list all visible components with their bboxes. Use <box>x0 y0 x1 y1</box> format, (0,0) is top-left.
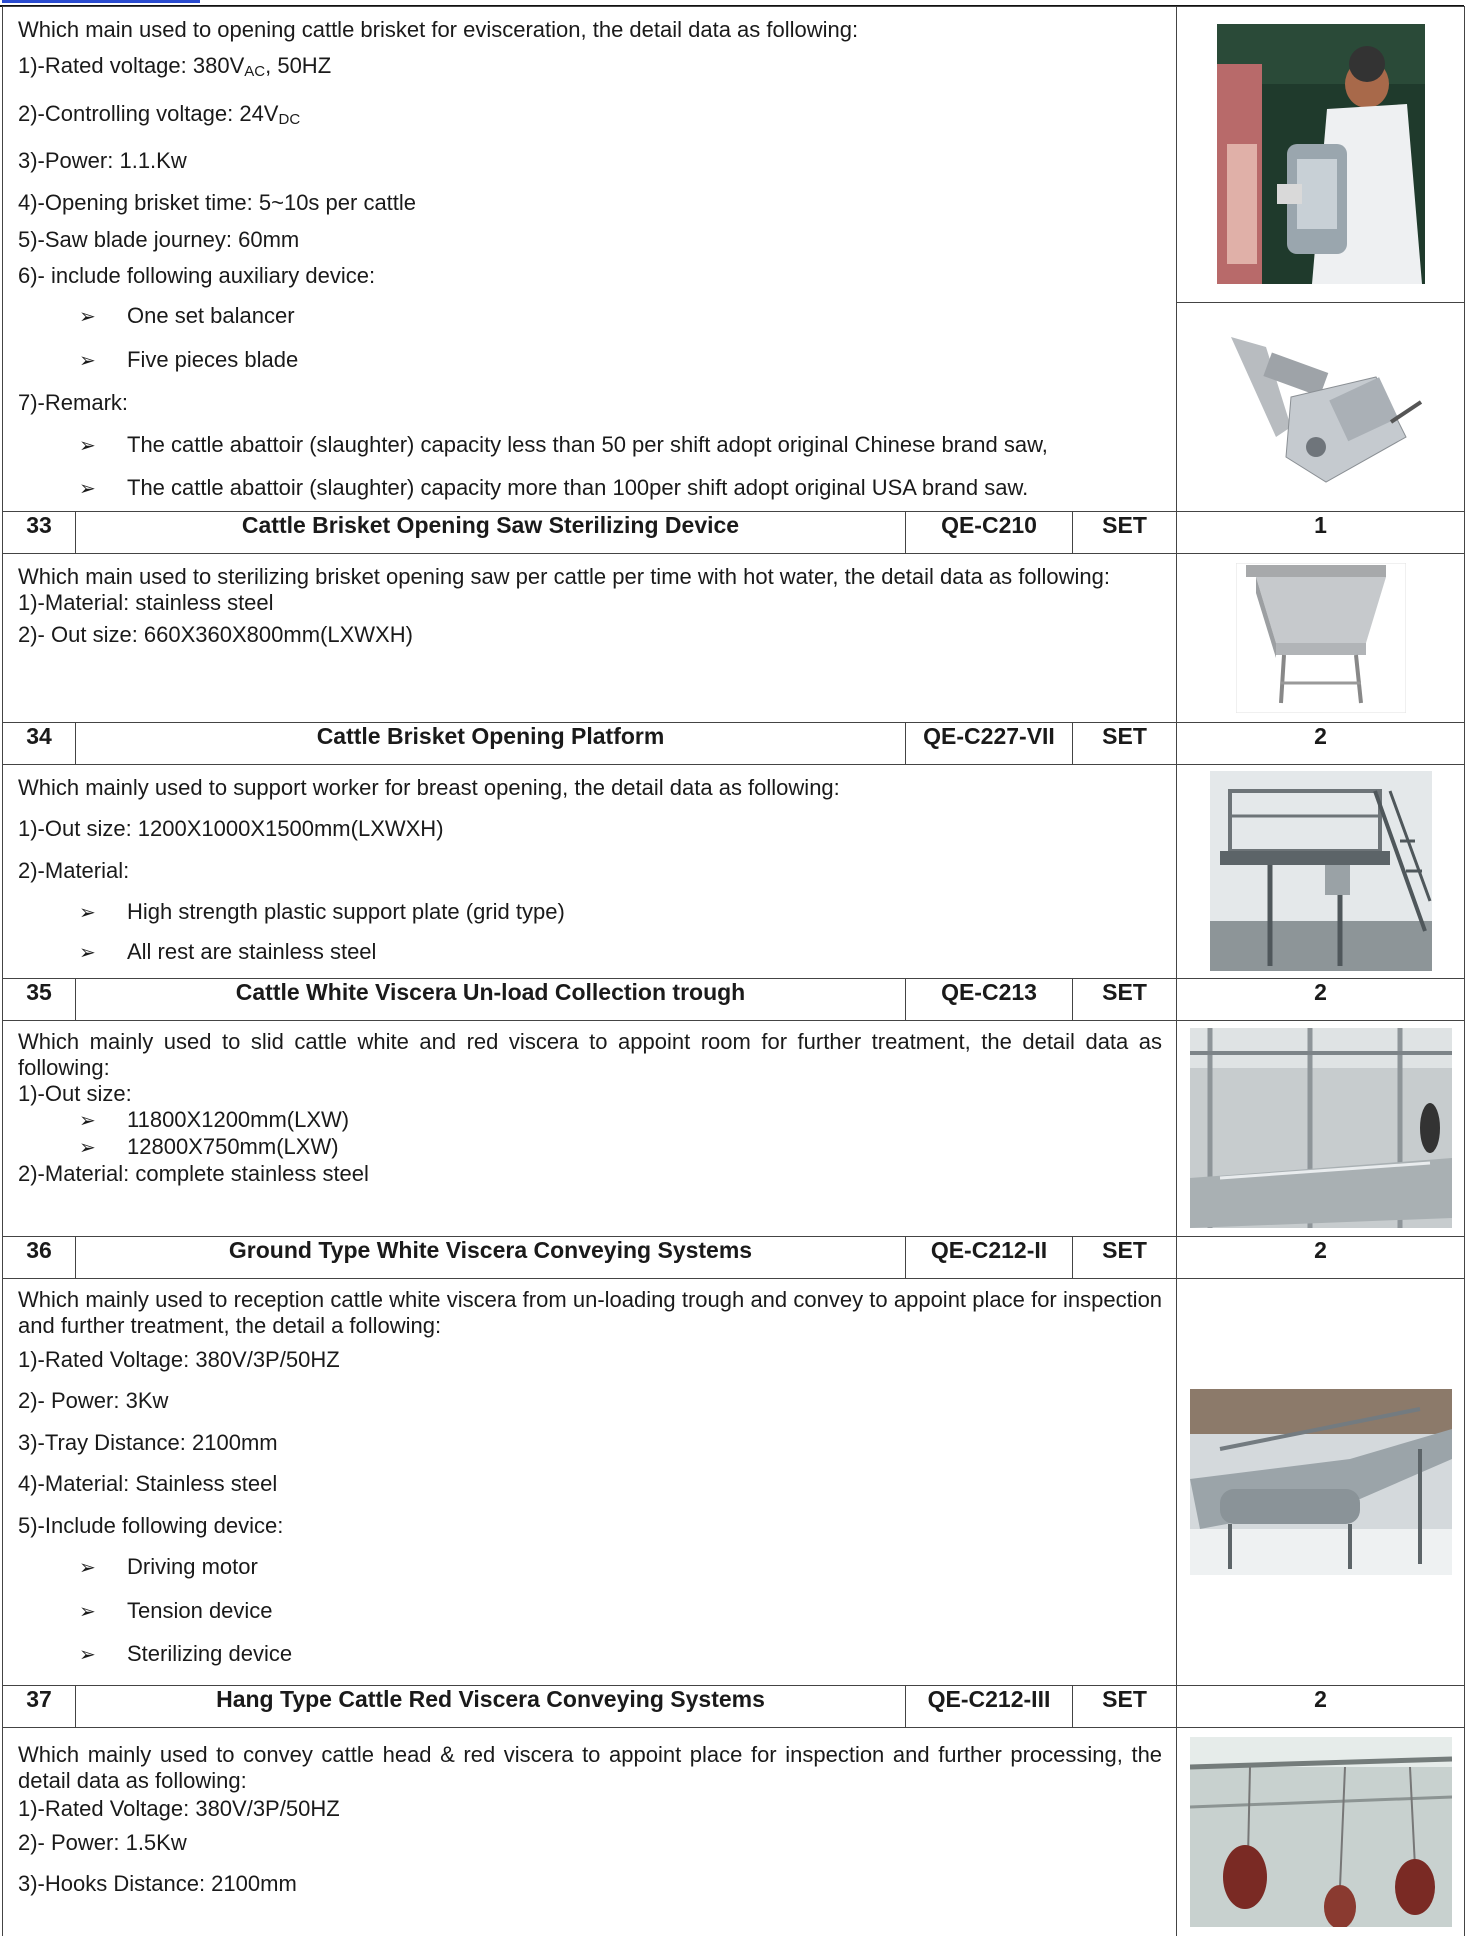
item32-desc-row <box>3 7 1465 303</box>
item34-line: 1)-Out size: 1200X1000X1500mm(LXWXH) <box>18 816 444 841</box>
item37-photo-cell <box>1177 1727 1465 1936</box>
item33-intro: Which main used to sterilizing brisket opening saw per cattle per time with hot water, the detail data as following: <box>18 563 1110 589</box>
item32-time: 4)-Opening brisket time: 5~10s per cattle <box>18 189 417 215</box>
item-name: Cattle White Viscera Un-load Collection trough <box>76 978 906 1020</box>
item-quantity: 2 <box>1177 978 1465 1020</box>
item-quantity: 2 <box>1177 1685 1465 1727</box>
item32-voltage: 1)-Rated voltage: $380V_{AC}$, 50HZ <box>18 53 332 80</box>
item-quantity: 2 <box>1177 722 1465 764</box>
bullet-arrow-icon: ➢ <box>79 434 96 457</box>
item-number: 35 <box>3 978 76 1020</box>
item32-power: 3)-Power: 1.1.Kw <box>18 148 187 173</box>
item-name: Cattle Brisket Opening Platform <box>76 722 906 764</box>
list-item: ➢ The cattle abattoir (slaughter) capacity more than 100per shift adopt original USA brand saw. <box>18 467 1162 511</box>
item37-line: 2)- Power: 1.5Kw <box>18 1829 187 1855</box>
item-name: Cattle Brisket Opening Saw Sterilizing Device <box>76 511 906 553</box>
item34-photo-cell <box>1177 764 1465 978</box>
item-unit: SET <box>1073 1685 1177 1727</box>
table-row <box>3 1236 1465 1278</box>
item-model: QE-C212-II <box>906 1236 1073 1278</box>
list-item: ➢ All rest are stainless steel <box>18 935 1162 970</box>
item35-desc-row <box>3 1020 1465 1236</box>
item37-line: 3)-Hooks Distance: 2100mm <box>18 1871 297 1896</box>
item35-line: 2)-Material: complete stainless steel <box>18 1160 369 1186</box>
item-unit: SET <box>1073 511 1177 553</box>
list-item: ➢ The cattle abattoir (slaughter) capacity less than 50 per shift adopt original Chinese brand saw, <box>18 424 1162 468</box>
item-number: 37 <box>3 1685 76 1727</box>
list-item: ➢ Driving motor <box>18 1546 1162 1590</box>
bullet-arrow-icon: ➢ <box>79 902 96 924</box>
item36-line: 1)-Rated Voltage: 380V/3P/50HZ <box>18 1346 340 1372</box>
item33-desc-row <box>3 553 1465 722</box>
item36-photo-cell <box>1177 1278 1465 1685</box>
table-row <box>3 722 1465 764</box>
item-model: QE-C213 <box>906 978 1073 1020</box>
red-viscera-photo <box>1190 1737 1452 1927</box>
item-number: 34 <box>3 722 76 764</box>
item32-journey: 5)-Saw blade journey: 60mm <box>18 227 300 252</box>
item34-intro: Which mainly used to support worker for breast opening, the detail data as following: <box>18 774 840 800</box>
table-row <box>3 511 1465 553</box>
list-item: ➢ High strength plastic support plate (grid type) <box>18 891 1162 935</box>
item-name: Hang Type Cattle Red Viscera Conveying Systems <box>76 1685 906 1727</box>
list-item: ➢ Tension device <box>18 1590 1162 1634</box>
item35-description <box>3 1020 1177 1236</box>
item36-line: 5)-Include following device: <box>18 1512 284 1538</box>
trough-photo <box>1190 1028 1452 1228</box>
list-item: ➢ 11800X1200mm(LXW) <box>79 1106 350 1132</box>
bullet-arrow-icon: ➢ <box>79 1644 96 1666</box>
list-item: ➢ Sterilizing device <box>18 1633 1162 1677</box>
item36-desc-row <box>3 1278 1465 1685</box>
item-model: QE-C212-III <box>906 1685 1073 1727</box>
item-number: 33 <box>3 511 76 553</box>
platform-photo <box>1210 771 1432 971</box>
header-link-underline <box>2 0 200 3</box>
bullet-arrow-icon: ➢ <box>79 478 96 500</box>
item32-description <box>3 7 1177 512</box>
bullet-arrow-icon: ➢ <box>79 306 96 328</box>
item-model: QE-C227-VII <box>906 722 1073 764</box>
table-row <box>3 1685 1465 1727</box>
item32-aux-title: 6)- include following auxiliary device: <box>18 263 376 288</box>
item32-photo-cell-2 <box>1177 302 1465 511</box>
item36-description <box>3 1278 1177 1685</box>
sterilizer-box-photo <box>1236 563 1406 713</box>
item37-intro: Which mainly used to convey cattle head & red viscera to appoint place for inspection and further processing, the detail data as following: <box>18 1741 1163 1793</box>
item-unit: SET <box>1073 978 1177 1020</box>
item32-photo-cell-1 <box>1177 7 1465 303</box>
item37-line: 1)-Rated Voltage: 380V/3P/50HZ <box>18 1795 340 1821</box>
item33-line: 1)-Material: stainless steel <box>18 589 274 615</box>
item32-remark-title: 7)-Remark: <box>18 390 129 415</box>
item36-line: 4)-Material: Stainless steel <box>18 1471 278 1496</box>
item35-line: 1)-Out size: <box>18 1080 132 1106</box>
bullet-arrow-icon: ➢ <box>79 349 96 372</box>
item36-intro: Which mainly used to reception cattle white viscera from un-loading trough and convey to appoint place for inspection and further treatment, the detail a following: <box>18 1286 1163 1338</box>
item-unit: SET <box>1073 722 1177 764</box>
item33-photo-cell <box>1177 553 1465 722</box>
item35-intro: Which mainly used to slid cattle white and red viscera to appoint room for further treatment, the detail data as following: <box>18 1028 1163 1080</box>
item34-line: 2)-Material: <box>18 857 130 883</box>
bullet-arrow-icon: ➢ <box>79 941 96 964</box>
item35-photo-cell <box>1177 1020 1465 1236</box>
item36-line: 2)- Power: 3Kw <box>18 1388 169 1413</box>
conveyor-photo <box>1190 1389 1452 1575</box>
item-quantity: 2 <box>1177 1236 1465 1278</box>
item-quantity: 1 <box>1177 511 1465 553</box>
equipment-spec-table <box>2 6 1465 1936</box>
item34-description <box>3 764 1177 978</box>
brisket-saw-photo <box>1206 317 1436 497</box>
item36-line: 3)-Tray Distance: 2100mm <box>18 1429 278 1455</box>
item33-line: 2)- Out size: 660X360X800mm(LXWXH) <box>18 621 413 647</box>
worker-saw-photo <box>1217 24 1425 284</box>
bullet-arrow-icon: ➢ <box>79 1600 96 1623</box>
item33-description <box>3 553 1177 722</box>
item-name: Ground Type White Viscera Conveying Systems <box>76 1236 906 1278</box>
bullet-arrow-icon: ➢ <box>79 1557 96 1579</box>
item-unit: SET <box>1073 1236 1177 1278</box>
item32-intro: Which main used to opening cattle brisket for evisceration, the detail data as following: <box>18 17 859 42</box>
table-row <box>3 978 1465 1020</box>
bullet-arrow-icon: ➢ <box>79 1109 96 1132</box>
list-item: ➢ One set balancer <box>18 295 1162 339</box>
item34-desc-row <box>3 764 1465 978</box>
item-number: 36 <box>3 1236 76 1278</box>
item37-description <box>3 1727 1177 1936</box>
item37-desc-row <box>3 1727 1465 1936</box>
item-model: QE-C210 <box>906 511 1073 553</box>
bullet-arrow-icon: ➢ <box>79 1136 96 1159</box>
list-item: ➢ 12800X750mm(LXW) <box>79 1133 339 1159</box>
item32-control-voltage: 2)-Controlling voltage: $24V_{DC}$ <box>18 100 301 128</box>
list-item: ➢ Five pieces blade <box>18 339 1162 383</box>
